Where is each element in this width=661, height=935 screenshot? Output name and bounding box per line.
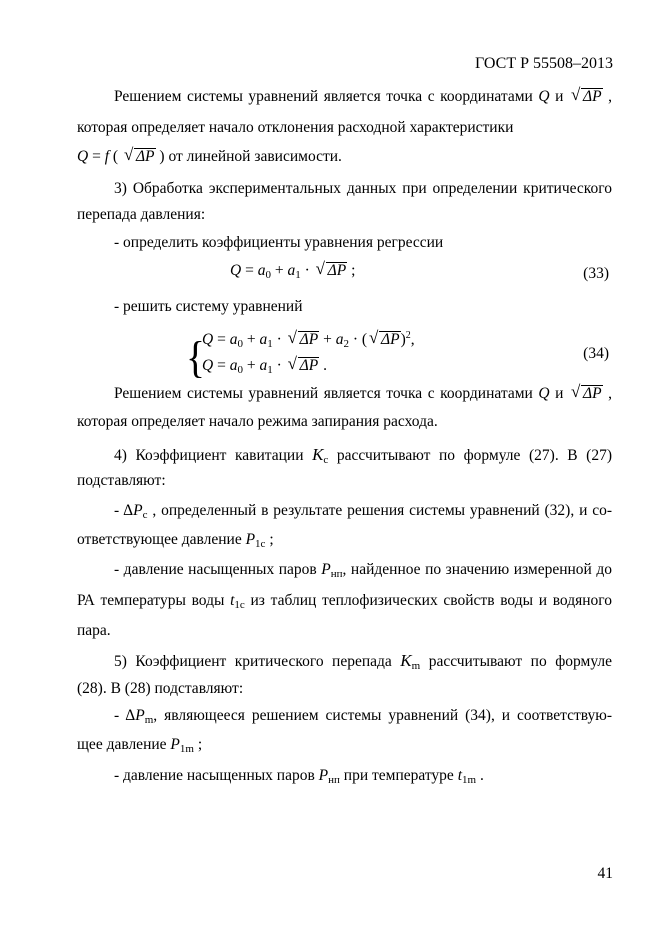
equation-34-number: (34): [583, 345, 609, 362]
paragraph-5-bullet-2: - давление насыщенных паров $P_{нп}$ при температуре $t_{1m}$ .: [114, 767, 484, 786]
bullet-regression: - определить коэффициенты уравнения регрессии: [114, 234, 444, 251]
paragraph-5-bullet-1-line-2: щее давление $P_{1m}$ ;: [77, 736, 203, 755]
equation-34-line-2: $Q = a_0 + a_1$ · √ ΔP .: [202, 357, 327, 375]
system-brace: {: [186, 333, 206, 382]
paragraph-4-bullet-2-line-2: РА температуры воды $t_{1c}$ из таблиц теплофизических свойств воды и водяного: [77, 592, 613, 611]
paragraph-4-line-2: подставляют:: [77, 472, 166, 489]
paragraph-4-bullet-1-line-2: ответствующее давление $P_{1c}$ ;: [77, 531, 274, 550]
paragraph-5-bullet-1-line-1: - $\Delta P_m$, являющееся решением системы уравнений (34), и соответствую-: [114, 707, 612, 726]
equation-33-number: (33): [583, 265, 609, 282]
paragraph-4-bullet-2-line-3: пара.: [77, 622, 111, 639]
page-header: ГОСТ Р 55508–2013: [475, 55, 613, 72]
equation-33: $Q = a_0 + a_1$ · √ ΔP ;: [230, 262, 355, 280]
paragraph-1-line-1: Решением системы уравнений является точка с координатами Q и √ ΔP ,: [114, 88, 612, 106]
paragraph-4-line-1: 4) Коэффициент кавитации $K_c$ рассчитывают по формуле (27). В (27): [114, 445, 613, 466]
paragraph-1-line-2: которая определяет начало отклонения расходной характеристики: [77, 119, 514, 136]
paragraph-3-line-2: которая определяет начало режима запирания расхода.: [77, 413, 438, 430]
paragraph-5-line-1: 5) Коэффициент критического перепада $K_m$ рассчитывают по формуле: [114, 651, 612, 672]
equation-34-line-1: $Q = a_0 + a_1$ · √ $\Delta P + a_2$ · (√ ΔP)$^2$,: [202, 330, 415, 349]
bullet-system: - решить систему уравнений: [114, 298, 303, 315]
page-number: 41: [597, 865, 613, 882]
paragraph-4-bullet-2-line-1: - давление насыщенных паров $P_{нп}$, найденное по значению измеренной до: [114, 561, 613, 580]
paragraph-4-bullet-1-line-1: - $\Delta P_c$ , определенный в результате решения системы уравнений (32), и со-: [114, 502, 613, 521]
paragraph-3-line-1: Решением системы уравнений является точка с координатами Q и √ ΔP ,: [114, 385, 612, 403]
paragraph-5-line-2: (28). В (28) подставляют:: [77, 680, 244, 697]
paragraph-2-line-1: 3) Обработка экспериментальных данных при определении критического: [114, 180, 612, 197]
paragraph-2-line-2: перепада давления:: [77, 206, 206, 223]
paragraph-1-line-3: Q = f ( √ ΔP ) от линейной зависимости.: [77, 148, 342, 166]
